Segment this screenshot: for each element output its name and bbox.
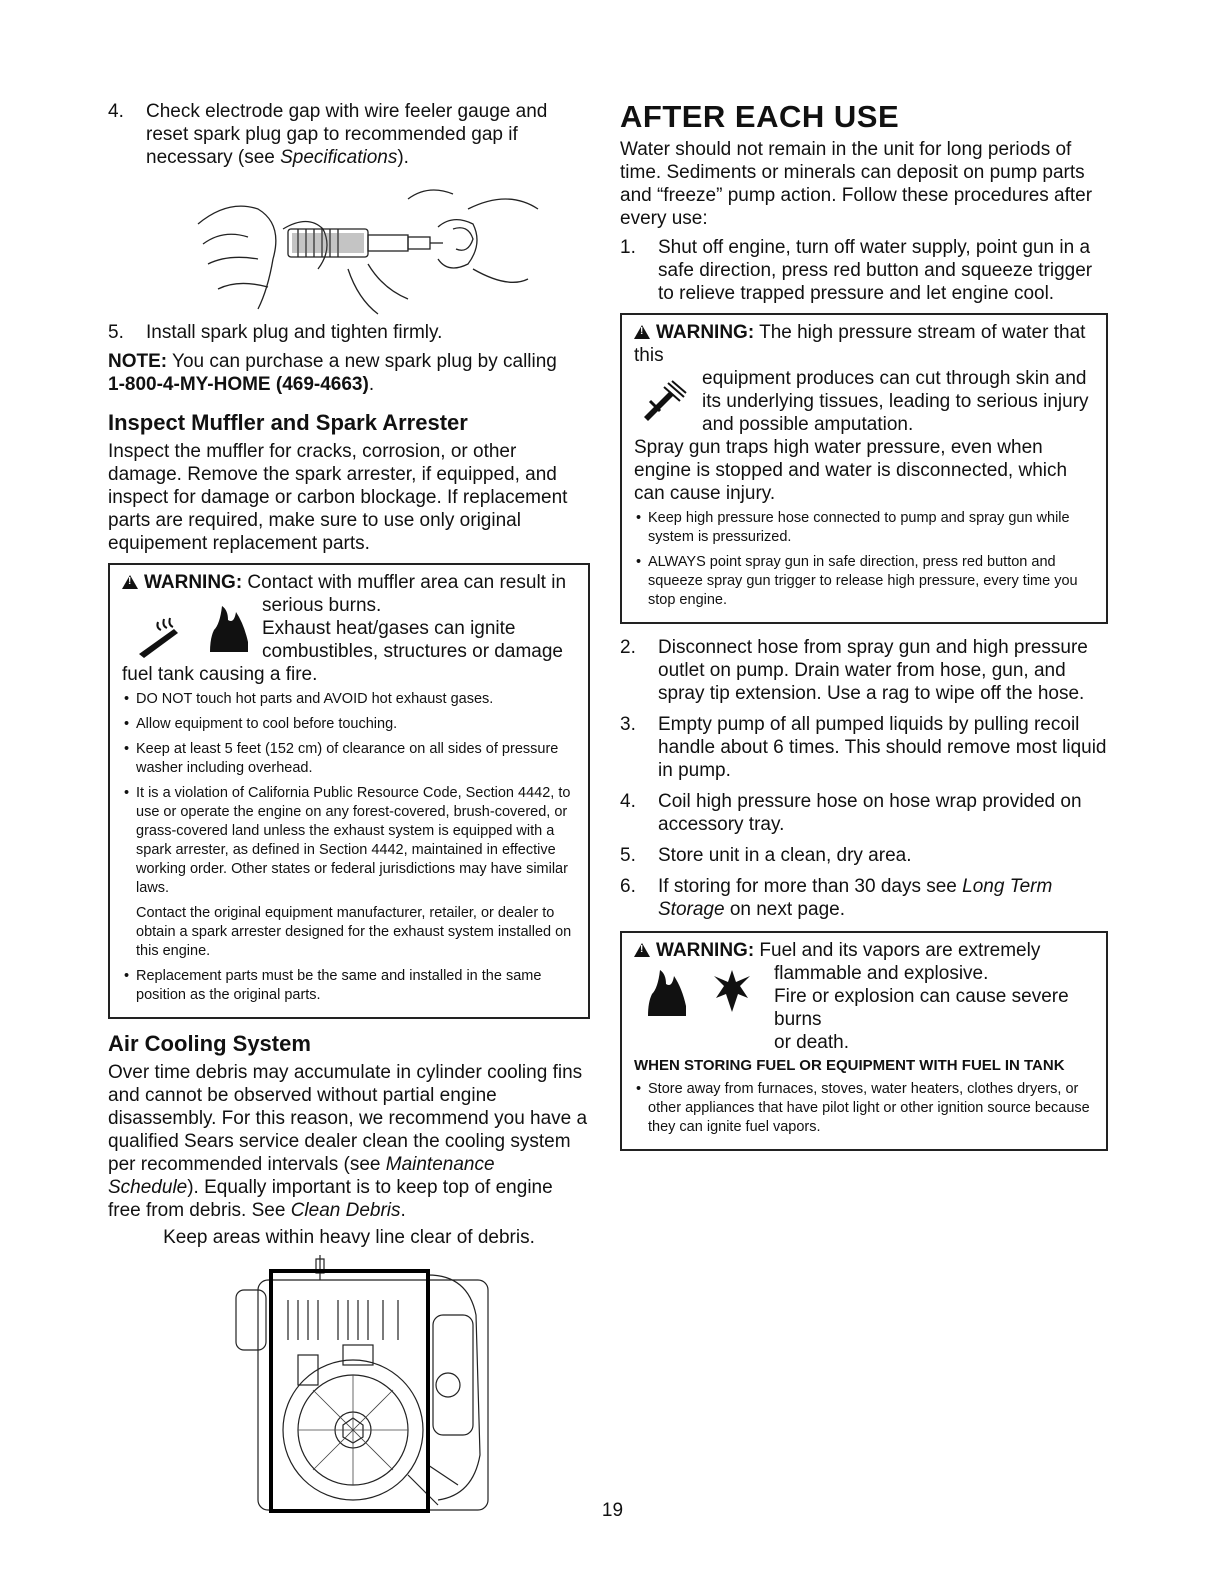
step-6	[620, 875, 1108, 921]
step-2	[620, 636, 1108, 705]
step-5	[108, 321, 590, 344]
specifications-reference: Specifications	[280, 147, 398, 168]
step-text: Empty pump of all pumped liquids by pulling recoil handle about 6 times. This should remove most liquid in pump.	[658, 714, 1107, 781]
warning-bullets	[634, 509, 1096, 610]
storage-caps-heading: WHEN STORING FUEL OR EQUIPMENT WITH FUEL IN TANK	[634, 1057, 1065, 1074]
long-term-storage-reference: Long Term Storage	[658, 876, 1053, 920]
warning-triangle-icon	[634, 943, 650, 957]
clean-debris-reference: Clean Debris	[290, 1200, 401, 1221]
warning-label: WARNING:	[656, 940, 755, 961]
step-3	[620, 713, 1108, 782]
step-4	[620, 790, 1108, 836]
step-1	[620, 236, 1108, 305]
warning-title: !WARNING: The high pressure stream of water that this	[634, 321, 1096, 367]
list-item: • Keep high pressure hose connected to pump and spray gun while system is pressurized.	[634, 509, 1096, 547]
warning-triangle-icon	[634, 325, 650, 339]
step-number: 5.	[620, 845, 636, 866]
steps-list	[620, 636, 1108, 921]
step-text: Check electrode gap with wire feeler gauge and reset spark plug gap to recommended gap if necessary (see Specifications).	[146, 101, 548, 168]
step-number: 6.	[620, 876, 636, 897]
step-number: 1.	[620, 237, 636, 258]
muffler-warning-box: !WARNING: Contact with muffler area can result in serious burns. Exhaust heat/gases can ignite combustibles, structures or damage fuel tank causing a fire. • DO NOT touch hot parts and AVOID hot exhaust gases. • Allow equipment to cool before touching. • Keep at least 5 feet (152 cm) of clearance on all sides of pressure washer including overhead. • It is a violation of California Public Resource Code, Section 4442, to use or operate the engine on any forest-covered, brush-covered, or grass-covered land unless the exhaust system is equipped with a spark arrester, as defined in Section 4442, maintained in effective working order. Other states or federal jurisdictions may have similar laws. Contact the original equipment manufacturer, retailer, or dealer to obtain a spark arrester designed for the exhaust system installed on this engine. • Replacement parts must be the same and installed in the same position as the original parts.	[108, 563, 590, 1019]
maintenance-schedule-reference: Maintenance Schedule	[108, 1154, 495, 1198]
step-text: Install spark plug and tighten firmly.	[146, 322, 443, 343]
step-text: Coil high pressure hose on hose wrap provided on accessory tray.	[658, 791, 1082, 835]
list-item: • DO NOT touch hot parts and AVOID hot exhaust gases.	[122, 690, 578, 709]
hot-surface-icon	[134, 614, 184, 660]
fire-icon	[644, 968, 690, 1018]
right-column	[620, 100, 1108, 1151]
step-text: Store unit in a clean, dry area.	[658, 845, 912, 866]
step-number: 4.	[620, 791, 636, 812]
intro-text: Water should not remain in the unit for long periods of time. Sediments or minerals can deposit on pump parts and “freeze” pump action. Follow these procedures after every use:	[620, 139, 1093, 229]
left-column	[108, 100, 590, 1517]
spark-plug-gap-illustration	[108, 169, 590, 319]
list-item: • It is a violation of California Public Resource Code, Section 4442, to use or operate the engine on any forest-covered, brush-covered, or grass-covered land unless the exhaust system is equipped with a spark arrester, as defined in Section 4442, maintained in effective working order. Other states or federal jurisdictions may have similar laws.	[122, 784, 578, 898]
explosion-icon	[712, 968, 752, 1014]
warning-label: WARNING:	[656, 322, 755, 343]
step-number: 2.	[620, 637, 636, 658]
step-4	[108, 100, 590, 169]
warning-bullets	[122, 690, 578, 898]
high-pressure-spray-icon	[640, 377, 688, 425]
warning-triangle-icon	[122, 575, 138, 589]
phone-number: 1-800-4-MY-HOME (469-4663)	[108, 374, 369, 395]
air-cooling-heading: Air Cooling System	[108, 1031, 311, 1056]
muffler-heading: Inspect Muffler and Spark Arrester	[108, 410, 468, 435]
list-item: • Replacement parts must be the same and installed in the same position as the original parts.	[122, 967, 578, 1005]
warning-title: !WARNING: Contact with muffler area can result in	[122, 571, 578, 594]
fuel-warning-box: !WARNING: Fuel and its vapors are extremely flammable and explosive. Fire or explosion can cause severe burns or death. WHEN STORING FUEL OR EQUIPMENT WITH FUEL IN TANK • Store away from furnaces, stoves, water heaters, clothes dryers, or other appliances that have pilot light or other ignition source because they can ignite fuel vapors.	[620, 931, 1108, 1151]
pressure-warning-box: !WARNING: The high pressure stream of water that this equipment produces can cut through skin and its underlying tissues, leading to serious injury and possible amputation. Spray gun traps high water pressure, even when engine is stopped and water is disconnected, which can cause injury. • Keep high pressure hose connected to pump and spray gun while system is pressurized. • ALWAYS point spray gun in safe direction, press red button and squeeze spray gun trigger to release high pressure, every time you stop engine.	[620, 313, 1108, 624]
engine-caption: Keep areas within heavy line clear of debris.	[163, 1227, 535, 1248]
note-label: NOTE:	[108, 351, 168, 372]
contact-text: Contact the original equipment manufacturer, retailer, or dealer to obtain a spark arrester designed for the exhaust system installed on this engine.	[136, 905, 572, 959]
fire-icon	[206, 604, 252, 654]
list-item: • Store away from furnaces, stoves, water heaters, clothes dryers, or other appliances that have pilot light or other ignition source because they can ignite fuel vapors.	[634, 1080, 1096, 1137]
step-number: 4.	[108, 101, 124, 122]
warning-label: WARNING:	[144, 572, 243, 593]
step-text: If storing for more than 30 days see Long Term Storage on next page.	[658, 876, 1053, 920]
warning-bullets	[634, 1080, 1096, 1137]
after-each-use-heading: AFTER EACH USE	[620, 99, 900, 134]
step-number: 3.	[620, 714, 636, 735]
list-item: • Allow equipment to cool before touching.	[122, 715, 578, 734]
step-text: Shut off engine, turn off water supply, point gun in a safe direction, press red button and squeeze trigger to relieve trapped pressure and let engine cool.	[658, 237, 1093, 304]
step-text: Disconnect hose from spray gun and high pressure outlet on pump. Drain water from hose, gun, and spray tip extension. Use a rag to wipe off the hose.	[658, 637, 1088, 704]
engine-cooling-illustration	[108, 1255, 590, 1517]
page-number: 19	[601, 1500, 624, 1521]
note: NOTE: You can purchase a new spark plug by calling 1-800-4-MY-HOME (469-4663).	[108, 351, 557, 395]
list-item: • ALWAYS point spray gun in safe direction, press red button and squeeze spray gun trigger to release high pressure, every time you stop engine.	[634, 553, 1096, 610]
air-cooling-text: Over time debris may accumulate in cylinder cooling fins and cannot be observed without partial engine disassembly. For this reason, we recommend you have a qualified Sears service dealer clean the cooling system per recommended intervals (see Maintenance Schedule). Equally important is to keep top of engine free from debris. See Clean Debris.	[108, 1062, 588, 1221]
step-5	[620, 844, 1108, 867]
list-item: • Keep at least 5 feet (152 cm) of clearance on all sides of pressure washer including overhead.	[122, 740, 578, 778]
muffler-text: Inspect the muffler for cracks, corrosion, or other damage. Remove the spark arrester, if equipped, and inspect for damage or carbon blockage. If replacement parts are required, make sure to use only original equipement replacement parts.	[108, 441, 568, 554]
step-number: 5.	[108, 322, 124, 343]
warning-title: !WARNING: Fuel and its vapors are extremely	[634, 939, 1096, 962]
